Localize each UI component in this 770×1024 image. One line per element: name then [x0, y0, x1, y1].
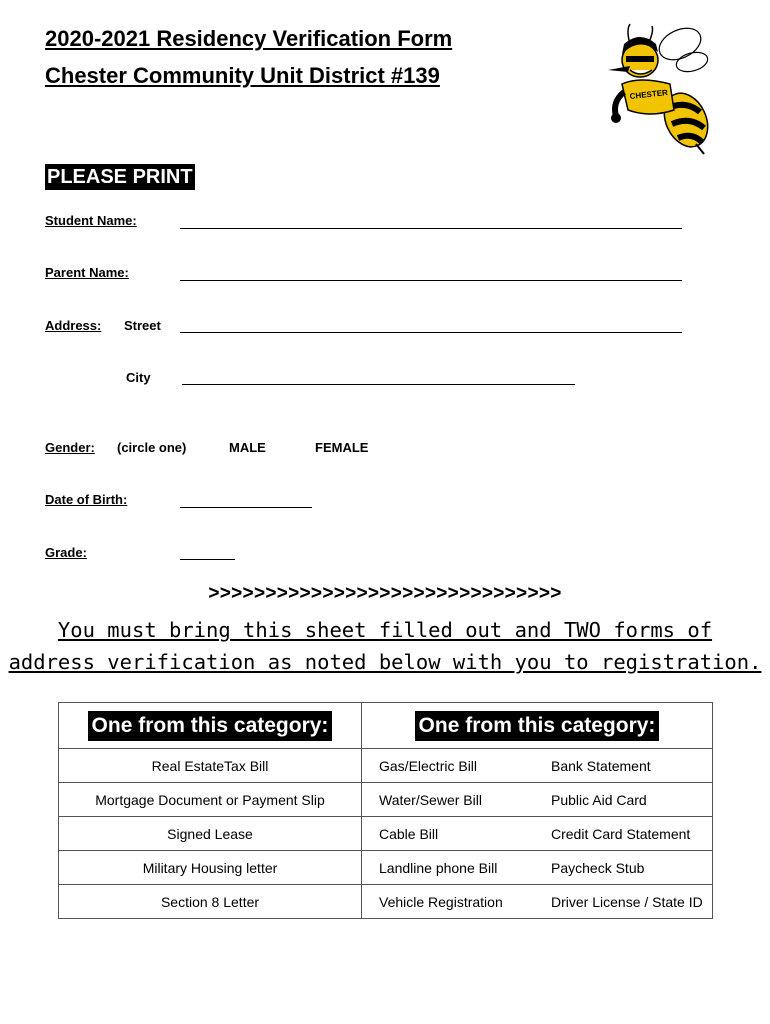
right-document-a: Gas/Electric Bill	[379, 757, 478, 774]
right-document-b: Paycheck Stub	[551, 859, 645, 876]
left-document: Signed Lease	[59, 817, 362, 851]
city-label: City	[126, 370, 151, 385]
right-documents	[362, 851, 713, 885]
right-document-b: Credit Card Statement	[551, 825, 691, 842]
table-header-row	[59, 703, 713, 749]
street-field[interactable]	[180, 332, 682, 333]
right-document-b: Bank Statement	[551, 757, 651, 774]
parent-name-field[interactable]	[180, 280, 682, 281]
form-title: 2020-2021 Residency Verification Form	[45, 26, 453, 51]
right-documents	[362, 749, 713, 783]
please-print-banner: PLEASE PRINT	[47, 166, 193, 188]
right-documents	[362, 783, 713, 817]
grade-field[interactable]	[180, 559, 235, 560]
table-row	[59, 817, 713, 851]
city-field[interactable]	[182, 384, 575, 385]
district-name: Chester Community Unit District #139	[45, 63, 440, 88]
notice-line-2-text: address verification as noted below with you to registration	[8, 650, 750, 674]
left-document: Mortgage Document or Payment Slip	[59, 783, 362, 817]
gender-hint: (circle one)	[117, 440, 187, 455]
gender-label: Gender:	[45, 440, 95, 455]
svg-text:CHESTER: CHESTER	[629, 88, 669, 101]
dob-field[interactable]	[180, 507, 312, 508]
left-document: Military Housing letter	[59, 851, 362, 885]
right-documents	[362, 885, 713, 919]
student-name-label: Student Name:	[45, 213, 137, 228]
street-label: Street	[124, 318, 161, 333]
right-header-cell	[362, 703, 713, 749]
verification-documents-table	[58, 702, 713, 919]
table-row	[59, 749, 713, 783]
right-document-a: Landline phone Bill	[379, 859, 498, 876]
right-document-a: Water/Sewer Bill	[379, 791, 482, 808]
table-row	[59, 851, 713, 885]
right-document-b: Public Aid Card	[551, 791, 647, 808]
right-document-a: Cable Bill	[379, 825, 439, 842]
gender-option-male[interactable]: MALE	[229, 440, 266, 455]
left-category-header: One from this category:	[88, 711, 333, 741]
dob-label: Date of Birth:	[45, 492, 128, 507]
student-name-field[interactable]	[180, 228, 682, 229]
address-label: Address:	[45, 318, 102, 333]
notice-line-2	[0, 650, 770, 674]
right-document-b: Driver License / State ID	[551, 893, 703, 910]
gender-option-female[interactable]: FEMALE	[315, 440, 369, 455]
left-document: Section 8 Letter	[59, 885, 362, 919]
table-row	[59, 885, 713, 919]
left-document: Real EstateTax Bill	[59, 749, 362, 783]
grade-label: Grade:	[45, 545, 87, 560]
notice-line-1: You must bring this sheet filled out and TWO forms of	[57, 618, 713, 642]
right-documents	[362, 817, 713, 851]
notice-period: .	[749, 650, 762, 674]
right-document-a: Vehicle Registration	[379, 893, 503, 910]
table-row	[59, 783, 713, 817]
right-category-header: One from this category:	[415, 711, 660, 741]
arrow-divider: >>>>>>>>>>>>>>>>>>>>>>>>>>>>>>>	[208, 583, 562, 604]
parent-name-label: Parent Name:	[45, 265, 129, 280]
hornet-mascot-logo	[600, 22, 712, 156]
left-header-cell	[59, 703, 362, 749]
